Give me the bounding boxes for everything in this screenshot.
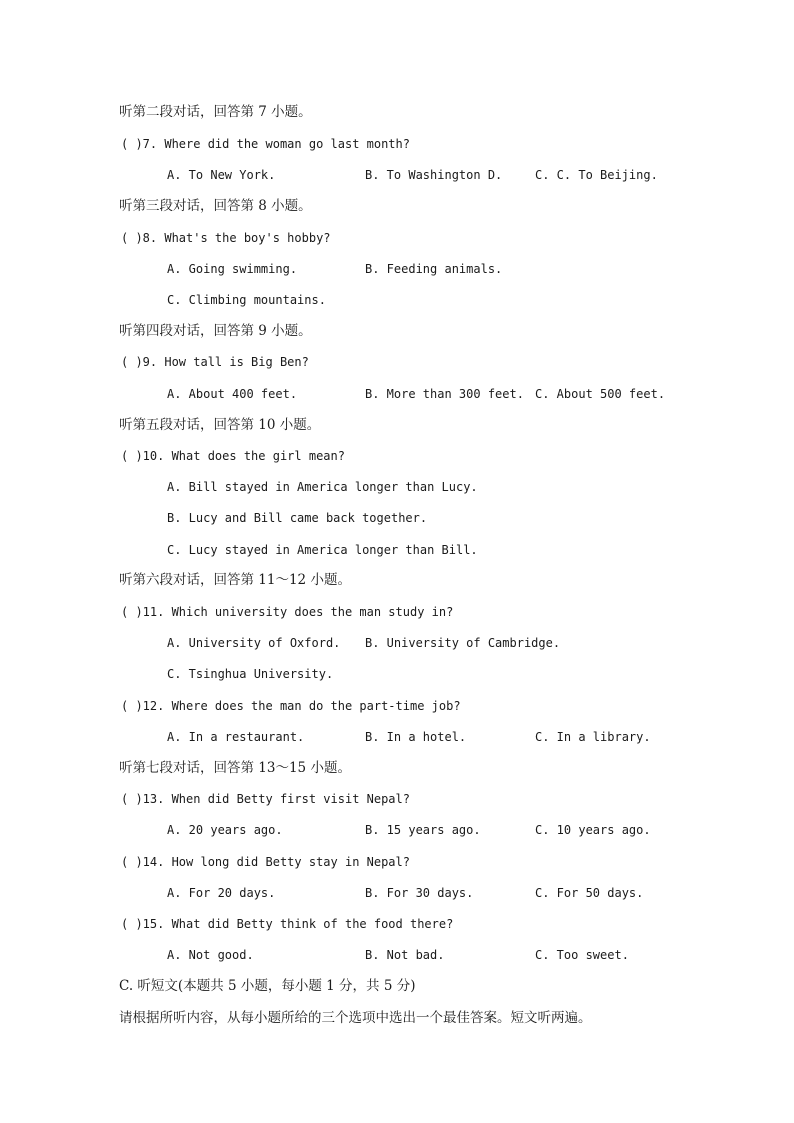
option-10c[interactable]: C. Lucy stayed in America longer than Bill. (167, 543, 478, 557)
options-row-10b (0, 508, 794, 528)
option-13c[interactable]: C. 10 years ago. (535, 823, 651, 837)
options-row-8 (0, 259, 794, 279)
option-15a[interactable]: A. Not good. (167, 948, 254, 962)
section-heading-4: 听第四段对话，回答第 9 小题。 (119, 323, 312, 339)
option-11b[interactable]: B. University of Cambridge. (365, 636, 561, 650)
section-heading-5: 听第五段对话，回答第 10 小题。 (119, 417, 321, 433)
option-14a[interactable]: A. For 20 days. (167, 886, 276, 900)
part-c-heading: C. 听短文(本题共 5 小题，每小题 1 分，共 5 分) (119, 978, 416, 994)
options-row-13 (0, 820, 794, 840)
option-12b[interactable]: B. In a hotel. (365, 730, 467, 744)
options-row-7 (0, 165, 794, 185)
question-15: ( )15. What did Betty think of the food there? (121, 917, 454, 931)
question-9: ( )9. How tall is Big Ben? (121, 355, 309, 369)
option-15c[interactable]: C. Too sweet. (535, 948, 629, 962)
option-9c[interactable]: C. About 500 feet. (535, 387, 666, 401)
option-10a[interactable]: A. Bill stayed in America longer than Lucy. (167, 480, 478, 494)
options-row-8-2 (0, 290, 794, 310)
options-row-12 (0, 727, 794, 747)
part-c-instructions: 请根据所听内容，从每小题所给的三个选项中选出一个最佳答案。短文听两遍。 (119, 1010, 592, 1026)
options-row-9 (0, 384, 794, 404)
question-14: ( )14. How long did Betty stay in Nepal? (121, 855, 410, 869)
options-row-14 (0, 883, 794, 903)
option-7c[interactable]: C. C. To Beijing. (535, 168, 658, 182)
option-11c[interactable]: C. Tsinghua University. (167, 667, 334, 681)
option-10b[interactable]: B. Lucy and Bill came back together. (167, 511, 428, 525)
option-7b[interactable]: B. To Washington D. (365, 168, 503, 182)
options-row-11-2 (0, 664, 794, 684)
option-12c[interactable]: C. In a library. (535, 730, 651, 744)
question-10: ( )10. What does the girl mean? (121, 449, 345, 463)
section-heading-2: 听第二段对话，回答第 7 小题。 (119, 104, 312, 120)
option-15b[interactable]: B. Not bad. (365, 948, 445, 962)
option-8b[interactable]: B. Feeding animals. (365, 262, 503, 276)
option-12a[interactable]: A. In a restaurant. (167, 730, 305, 744)
section-heading-6: 听第六段对话，回答第 11～12 小题。 (119, 572, 351, 588)
option-13a[interactable]: A. 20 years ago. (167, 823, 283, 837)
option-9b[interactable]: B. More than 300 feet. (365, 387, 524, 401)
options-row-15 (0, 945, 794, 965)
option-14b[interactable]: B. For 30 days. (365, 886, 474, 900)
option-8c[interactable]: C. Climbing mountains. (167, 293, 326, 307)
question-7: ( )7. Where did the woman go last month? (121, 137, 410, 151)
options-row-10c (0, 540, 794, 560)
question-8: ( )8. What's the boy's hobby? (121, 231, 331, 245)
options-row-11 (0, 633, 794, 653)
question-12: ( )12. Where does the man do the part-time job? (121, 699, 461, 713)
option-13b[interactable]: B. 15 years ago. (365, 823, 481, 837)
option-11a[interactable]: A. University of Oxford. (167, 636, 341, 650)
option-9a[interactable]: A. About 400 feet. (167, 387, 298, 401)
section-heading-3: 听第三段对话，回答第 8 小题。 (119, 198, 312, 214)
option-8a[interactable]: A. Going swimming. (167, 262, 298, 276)
question-11: ( )11. Which university does the man study in? (121, 605, 454, 619)
option-7a[interactable]: A. To New York. (167, 168, 276, 182)
section-heading-7: 听第七段对话，回答第 13～15 小题。 (119, 760, 351, 776)
option-14c[interactable]: C. For 50 days. (535, 886, 644, 900)
question-13: ( )13. When did Betty first visit Nepal? (121, 792, 410, 806)
options-row-10a (0, 477, 794, 497)
